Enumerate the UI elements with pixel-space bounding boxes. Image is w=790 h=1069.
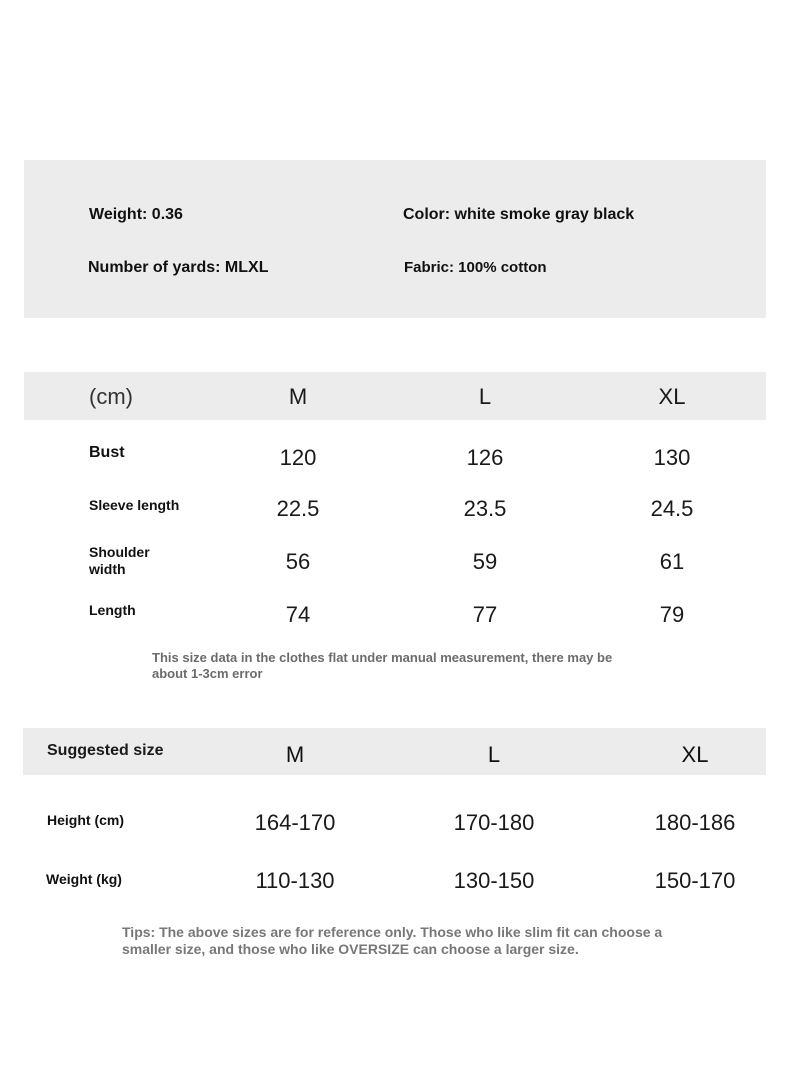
table-cell: 74 [285,602,311,627]
table-cell: 130-150 [453,868,535,893]
row-label-length: Length [89,602,136,618]
note-line: about 1-3cm error [152,666,263,681]
fabric-spec: Fabric: 100% cotton [404,259,547,276]
row-label-height: Height (cm) [47,812,124,828]
table-cell: 22.5 [276,496,320,521]
row-label-bust: Bust [89,444,125,461]
table-cell: 59 [472,549,498,574]
note-line: This size data in the clothes flat under manual measurement, there may be [152,650,613,665]
size-col-l: L [478,384,492,409]
row-label-weight: Weight (kg) [46,871,122,887]
table-cell: 61 [659,549,685,574]
table-cell: 126 [466,445,504,470]
tips-line: Tips: The above sizes are for reference only. Those who like slim fit can choose a [122,924,663,940]
row-label-line: width [89,561,126,577]
table-cell: 170-180 [453,810,535,835]
table-cell: 180-186 [654,810,736,835]
table-cell: 130 [653,445,691,470]
table-cell: 24.5 [650,496,694,521]
table-cell: 56 [285,549,311,574]
size-col-xl: XL [658,384,686,409]
unit-header: (cm) [89,384,133,409]
suggested-size-title: Suggested size [47,742,164,759]
size-col-m: M [288,384,308,409]
color-spec: Color: white smoke gray black [403,206,635,223]
suggested-col-l: L [487,742,501,767]
tips-note [122,924,722,958]
table-cell: 23.5 [463,496,507,521]
weight-spec: Weight: 0.36 [89,206,183,223]
table-cell: 77 [472,602,498,627]
yards-spec: Number of yards: MLXL [88,259,269,276]
row-label-sleeve-length: Sleeve length [89,497,180,513]
table-cell: 79 [659,602,685,627]
suggested-col-m: M [285,742,305,767]
tips-line: smaller size, and those who like OVERSIZE can choose a larger size. [122,941,579,957]
specs-panel [24,160,766,318]
table-cell: 120 [279,445,317,470]
table-cell: 164-170 [254,810,336,835]
table-cell: 150-170 [654,868,736,893]
measurement-note [152,650,692,682]
row-label-shoulder-width [89,544,150,578]
row-label-line: Shoulder [89,544,150,560]
suggested-col-xl: XL [681,742,709,767]
table-cell: 110-130 [255,868,335,893]
